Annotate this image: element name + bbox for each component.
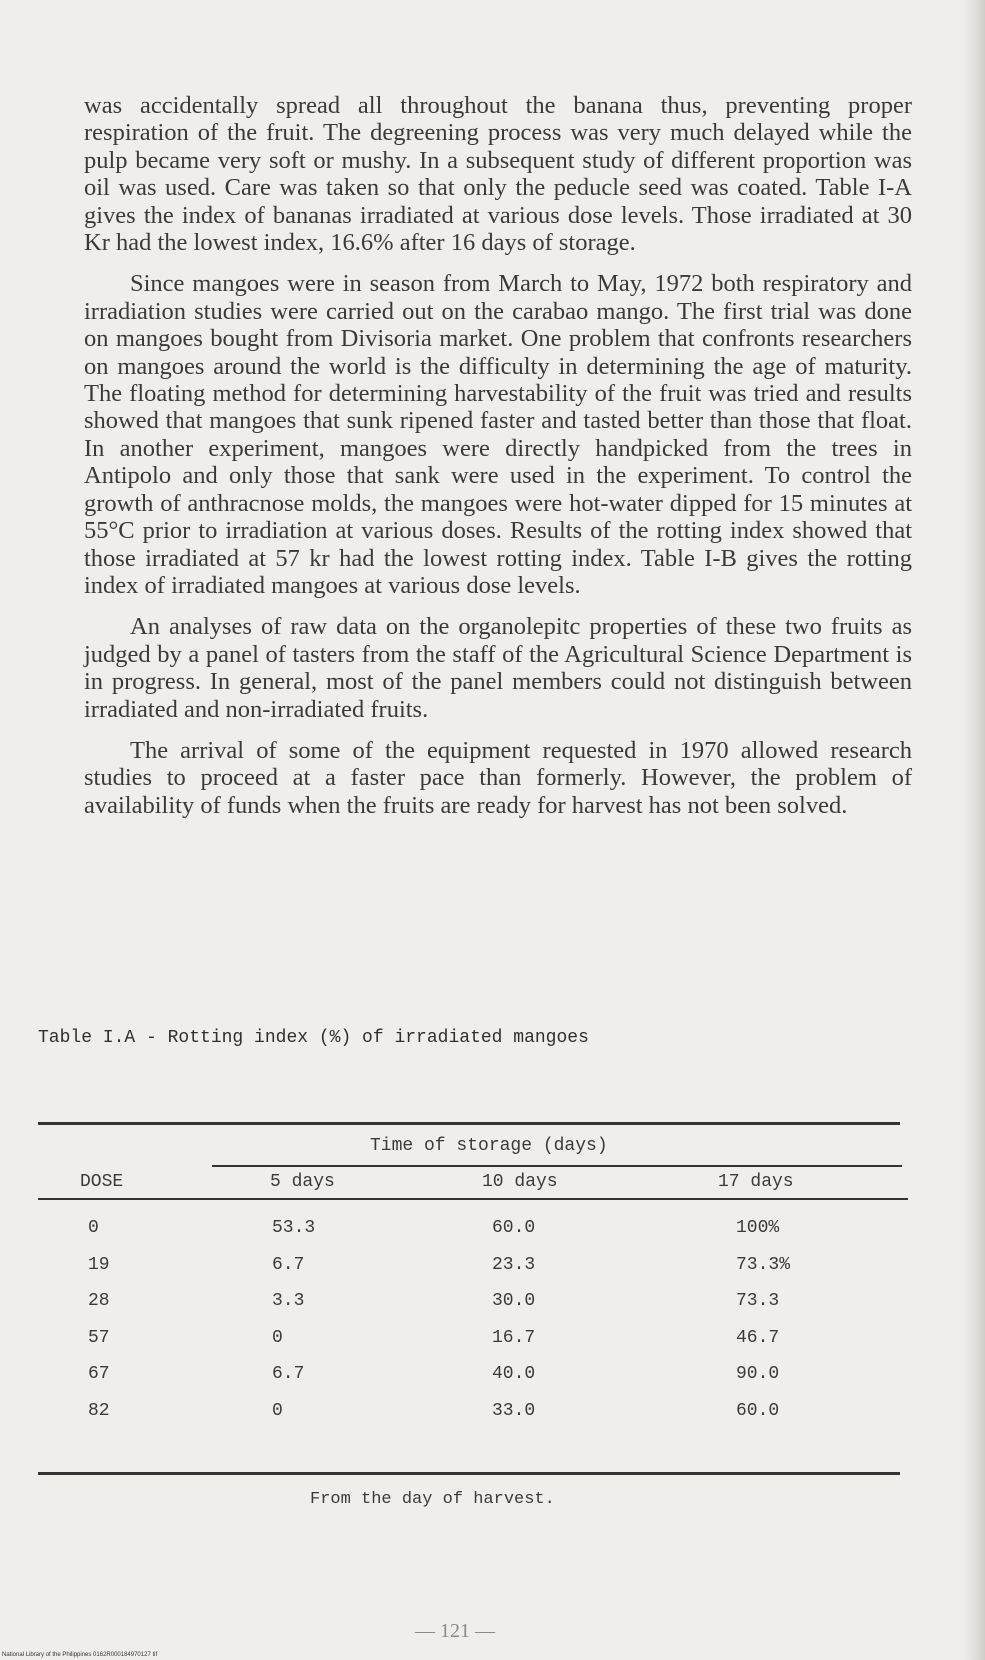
table-top-rule [38, 1122, 900, 1125]
scan-label: National Library of the Philippines 0162R000184970127 tif [2, 1652, 158, 1658]
paragraph-2: Since mangoes were in season from March to May, 1972 both respiratory and irradiation studies were carried out on the carabao mango. The first trial was done on mangoes bought from Divisoria market. One problem that confronts researchers on mangoes around the world is the difficulty in determining the age of maturity. The floating method for determining harvestability of the fruit was tried and results showed that mangoes that sunk ripened faster and tasted better than those that float. In another experiment, mangoes were directly handpicked from the trees in Antipolo and only those that sank were used in the experiment. To control the growth of anthracnose molds, the mangoes were hot-water dipped for 15 minutes at 55°C prior to irradiation at various doses. Results of the rotting index showed that those irradiated at 57 kr had the lowest rotting index. Table I-B gives the rotting index of irradiated mangoes at various dose levels. [84, 270, 912, 599]
table-cell: 0 [88, 1218, 99, 1238]
page-number: — 121 — [415, 1620, 495, 1642]
table-cell: 82 [88, 1400, 110, 1421]
table-cell: 33.0 [492, 1400, 536, 1421]
table-cell: 16.7 [492, 1327, 536, 1348]
paragraph-4: The arrival of some of the equipment requested in 1970 allowed research studies to proceed at a faster pace than formerly. However, the problem of availability of funds when the fruits are ready for harvest has not been solved. [84, 736, 912, 819]
table-cell: 73.3 [736, 1291, 780, 1311]
table-cell: 57 [88, 1327, 110, 1348]
table-spanner-rule [212, 1165, 902, 1167]
paragraph-1: was accidentally spread all throughout the banana thus, preventing proper respiration of the fruit. The degreening process was very much delayed while the pulp became very soft or mushy. In a subsequent study of different proportion was oil was used. Care was taken so that only the peducle seed was coated. Table I-A gives the index of bananas irradiated at various dose levels. Those irradiated at 30 Kr had the lowest index, 16.6% after 16 days of storage. [84, 92, 912, 257]
header-5-days: 5 days [270, 1172, 335, 1192]
table-bottom-rule [38, 1472, 900, 1475]
table-cell: 6.7 [272, 1254, 305, 1275]
table-cell: 46.7 [736, 1327, 780, 1348]
table-cell: 6.7 [272, 1364, 305, 1384]
table-cell: 30.0 [492, 1291, 536, 1311]
table-cell: 60.0 [492, 1218, 536, 1238]
page-edge [963, 0, 985, 1660]
header-dose: DOSE [80, 1172, 124, 1192]
table-cell: 40.0 [492, 1364, 536, 1384]
body-text [84, 92, 912, 833]
header-10-days: 10 days [482, 1172, 558, 1192]
table-footnote: From the day of harvest. [310, 1490, 555, 1509]
table-cell: 73.3% [736, 1254, 791, 1275]
table-cell: 19 [88, 1254, 110, 1275]
table-cell: 0 [272, 1400, 283, 1421]
table-caption: Table I.A - Rotting index (%) of irradiated mangoes [38, 1028, 589, 1048]
table-header-rule [38, 1198, 908, 1200]
table-cell: 60.0 [736, 1400, 780, 1421]
table-cell: 23.3 [492, 1254, 536, 1275]
table-cell: 100% [736, 1218, 780, 1238]
header-17-days: 17 days [718, 1172, 794, 1192]
table-cell: 53.3 [272, 1218, 316, 1238]
table-cell: 28 [88, 1291, 110, 1311]
table-spanner-header: Time of storage (days) [370, 1136, 608, 1156]
paragraph-3: An analyses of raw data on the organolepitc properties of these two fruits as judged by a panel of tasters from the staff of the Agricultural Science Department is in progress. In general, most of the panel members could not distinguish between irradiated and non-irradiated fruits. [84, 613, 912, 723]
table-cell: 0 [272, 1327, 283, 1348]
table-cell: 67 [88, 1364, 110, 1384]
table-cell: 90.0 [736, 1364, 780, 1384]
table-cell: 3.3 [272, 1291, 305, 1311]
